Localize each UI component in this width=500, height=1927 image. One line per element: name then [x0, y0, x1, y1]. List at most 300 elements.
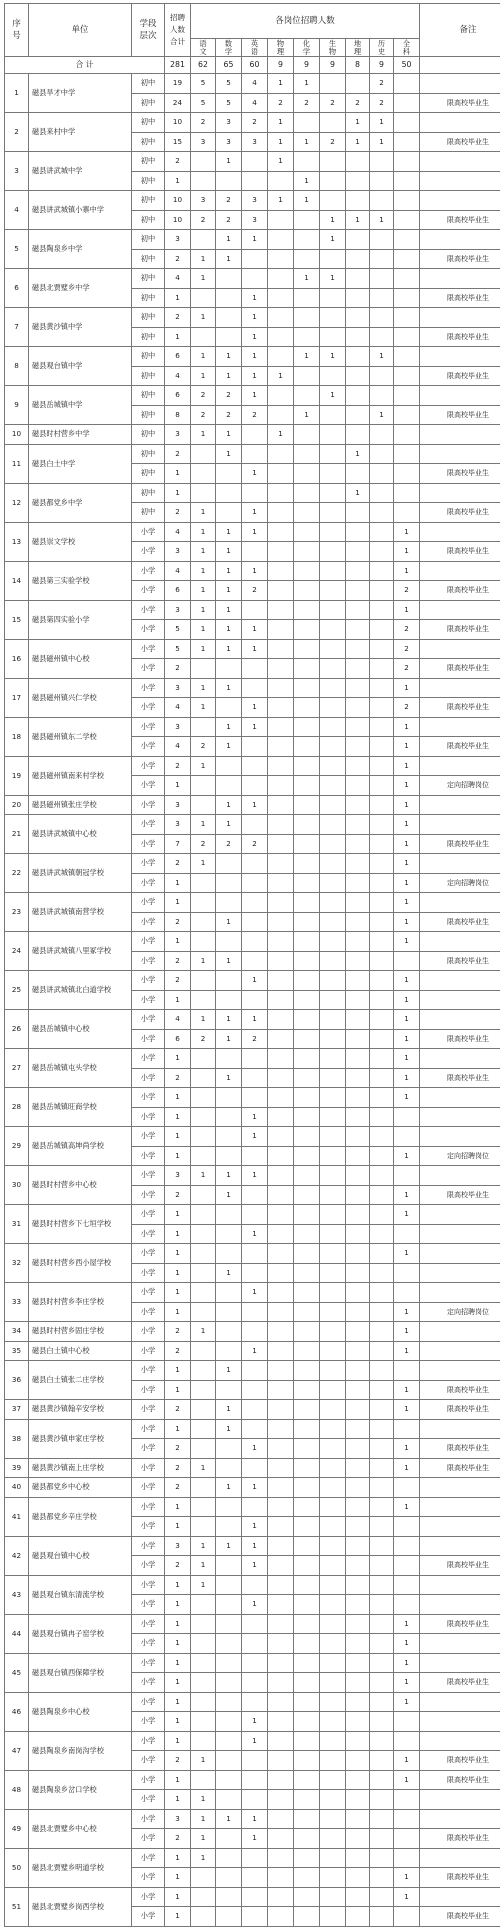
- subject-count: [268, 230, 294, 250]
- level-cell: 小学: [132, 1634, 165, 1654]
- table-row: [5, 639, 500, 659]
- subject-count: 1: [242, 1166, 268, 1186]
- subject-count: [242, 1088, 268, 1108]
- subject-count: [242, 249, 268, 269]
- subject-count: 1: [394, 1068, 420, 1088]
- subject-count: 1: [191, 639, 216, 659]
- subject-count: [320, 815, 346, 835]
- unit-number: 10: [5, 425, 29, 445]
- subject-count: [242, 600, 268, 620]
- subject-count: [191, 1712, 216, 1732]
- totals-remark: [420, 57, 500, 74]
- subject-count: [216, 1887, 242, 1907]
- table-row: [5, 1322, 500, 1342]
- subject-count: [216, 1692, 242, 1712]
- subject-count: [370, 717, 394, 737]
- subject-count: [370, 1673, 394, 1693]
- subject-count: [242, 1244, 268, 1264]
- table-row: [5, 1419, 500, 1439]
- subject-count: [216, 1751, 242, 1771]
- remark-cell: 限高校毕业生: [420, 1907, 500, 1927]
- total-cell: 1: [165, 1127, 191, 1147]
- total-cell: 1: [165, 288, 191, 308]
- level-cell: 小学: [132, 1848, 165, 1868]
- subject-count: [242, 776, 268, 796]
- subject-count: [320, 990, 346, 1010]
- table-row: [5, 678, 500, 698]
- level-cell: 小学: [132, 620, 165, 640]
- subject-count: [268, 1809, 294, 1829]
- subject-count: [370, 1010, 394, 1030]
- subject-count: [320, 1127, 346, 1147]
- total-cell: 4: [165, 366, 191, 386]
- total-cell: 2: [165, 1556, 191, 1576]
- subject-count: [268, 1439, 294, 1459]
- subject-count: [294, 1790, 320, 1810]
- total-cell: 8: [165, 405, 191, 425]
- remark-cell: 限高校毕业生: [420, 834, 500, 854]
- subject-count: [370, 444, 394, 464]
- remark-cell: 限高校毕业生: [420, 1439, 500, 1459]
- subject-count: 1: [394, 776, 420, 796]
- subject-count: [346, 1517, 370, 1537]
- subject-count: 1: [191, 620, 216, 640]
- subject-count: [346, 1731, 370, 1751]
- subject-count: [394, 1361, 420, 1381]
- subject-count: [294, 620, 320, 640]
- subject-count: [370, 1848, 394, 1868]
- unit-name: 磁县黄沙镇南上庄学校: [29, 1458, 132, 1478]
- subject-count: [370, 171, 394, 191]
- subject-count: 1: [191, 269, 216, 289]
- subject-count: [191, 1341, 216, 1361]
- remark-cell: 限高校毕业生: [420, 1068, 500, 1088]
- total-cell: 4: [165, 737, 191, 757]
- subject-count: [294, 230, 320, 250]
- subject-count: [294, 893, 320, 913]
- header-subject-group: 各岗位招聘人数: [191, 4, 420, 39]
- subject-count: 1: [242, 1224, 268, 1244]
- subject-count: [346, 1244, 370, 1264]
- subject-count: 1: [394, 600, 420, 620]
- subject-count: 1: [394, 1497, 420, 1517]
- subject-count: [191, 1497, 216, 1517]
- subject-count: [294, 1556, 320, 1576]
- subject-count: [394, 269, 420, 289]
- remark-cell: [420, 1575, 500, 1595]
- subject-count: 1: [242, 1127, 268, 1147]
- subject-count: [268, 308, 294, 328]
- subject-count: 1: [394, 834, 420, 854]
- subject-count: [294, 815, 320, 835]
- subject-count: [370, 1049, 394, 1069]
- subject-header: 地 理: [346, 39, 370, 57]
- unit-name: 磁县黄沙镇申家庄学校: [29, 1419, 132, 1458]
- subject-count: [320, 776, 346, 796]
- unit-number: 33: [5, 1283, 29, 1322]
- subject-count: [346, 873, 370, 893]
- subject-count: [320, 483, 346, 503]
- subject-count: [191, 1478, 216, 1498]
- subject-count: [370, 1107, 394, 1127]
- subject-count: 1: [320, 230, 346, 250]
- level-cell: 小学: [132, 1205, 165, 1225]
- subject-count: [216, 1556, 242, 1576]
- subject-count: [320, 1302, 346, 1322]
- subject-count: [268, 1517, 294, 1537]
- subject-count: [370, 1868, 394, 1888]
- subject-count: 1: [216, 1809, 242, 1829]
- subject-count: [394, 1536, 420, 1556]
- subject-count: 1: [242, 1107, 268, 1127]
- subject-count: [320, 1556, 346, 1576]
- subject-count: [346, 1049, 370, 1069]
- subject-count: [191, 327, 216, 347]
- subject-count: [370, 308, 394, 328]
- subject-count: [294, 1302, 320, 1322]
- total-cell: 3: [165, 1536, 191, 1556]
- total-cell: 1: [165, 327, 191, 347]
- subject-count: 1: [216, 678, 242, 698]
- subject-count: [320, 893, 346, 913]
- table-row: [5, 1497, 500, 1517]
- subject-count: 1: [191, 1751, 216, 1771]
- remark-cell: [420, 425, 500, 445]
- subject-count: 4: [242, 74, 268, 94]
- level-cell: 初中: [132, 444, 165, 464]
- subject-count: [346, 386, 370, 406]
- total-cell: 1: [165, 1692, 191, 1712]
- subject-count: [294, 1673, 320, 1693]
- subject-count: [294, 1439, 320, 1459]
- level-cell: 小学: [132, 1595, 165, 1615]
- unit-number: 31: [5, 1205, 29, 1244]
- subject-count: 1: [216, 366, 242, 386]
- total-cell: 2: [165, 1185, 191, 1205]
- subject-count: 1: [242, 1341, 268, 1361]
- unit-name: 磁县都党乡中学: [29, 483, 132, 522]
- unit-number: 34: [5, 1322, 29, 1342]
- table-row: [5, 425, 500, 445]
- level-cell: 小学: [132, 1809, 165, 1829]
- subject-count: [346, 1497, 370, 1517]
- subject-count: 1: [268, 425, 294, 445]
- subject-count: [216, 1517, 242, 1537]
- subject-count: [394, 366, 420, 386]
- subject-count: [346, 1107, 370, 1127]
- subject-count: [320, 503, 346, 523]
- subject-count: [394, 327, 420, 347]
- subject-count: [216, 893, 242, 913]
- subject-count: [242, 1848, 268, 1868]
- subject-count: [294, 1634, 320, 1654]
- subject-count: [294, 678, 320, 698]
- unit-number: 21: [5, 815, 29, 854]
- remark-cell: [420, 1848, 500, 1868]
- subject-count: [268, 1400, 294, 1420]
- totals-cell: 9: [268, 57, 294, 74]
- table-row: [5, 1088, 500, 1108]
- subject-count: [268, 1010, 294, 1030]
- subject-count: [320, 1517, 346, 1537]
- subject-count: [268, 522, 294, 542]
- remark-cell: [420, 893, 500, 913]
- subject-count: 1: [191, 561, 216, 581]
- subject-count: [268, 1751, 294, 1771]
- subject-count: [268, 269, 294, 289]
- unit-name: 磁县讲武城镇小寨中学: [29, 191, 132, 230]
- subject-count: [394, 74, 420, 94]
- remark-cell: 限高校毕业生: [420, 249, 500, 269]
- level-cell: 初中: [132, 503, 165, 523]
- unit-number: 5: [5, 230, 29, 269]
- subject-count: [370, 464, 394, 484]
- subject-count: [216, 288, 242, 308]
- subject-count: [346, 1634, 370, 1654]
- subject-count: [191, 483, 216, 503]
- subject-count: [294, 1809, 320, 1829]
- subject-count: [346, 1380, 370, 1400]
- level-cell: 小学: [132, 1829, 165, 1849]
- level-cell: 小学: [132, 1478, 165, 1498]
- subject-count: [346, 1556, 370, 1576]
- subject-count: [216, 1907, 242, 1927]
- subject-count: 1: [394, 1458, 420, 1478]
- subject-count: [394, 1517, 420, 1537]
- subject-count: [346, 191, 370, 211]
- subject-count: [394, 1907, 420, 1927]
- totals-cell: 50: [394, 57, 420, 74]
- subject-count: [320, 659, 346, 679]
- subject-count: [394, 464, 420, 484]
- table-row: [5, 854, 500, 874]
- subject-count: [320, 561, 346, 581]
- subject-count: [346, 366, 370, 386]
- subject-count: 2: [320, 93, 346, 113]
- total-cell: 3: [165, 600, 191, 620]
- subject-count: 1: [191, 1809, 216, 1829]
- level-cell: 初中: [132, 327, 165, 347]
- remark-cell: [420, 1595, 500, 1615]
- subject-count: [216, 1439, 242, 1459]
- subject-count: [242, 1146, 268, 1166]
- total-cell: 1: [165, 1283, 191, 1303]
- subject-count: [394, 152, 420, 172]
- remark-cell: [420, 230, 500, 250]
- total-cell: 1: [165, 1361, 191, 1381]
- subject-count: [370, 1283, 394, 1303]
- subject-count: [294, 776, 320, 796]
- subject-count: [242, 1205, 268, 1225]
- table-row: [5, 1692, 500, 1712]
- subject-count: [394, 1419, 420, 1439]
- subject-count: [294, 1068, 320, 1088]
- subject-count: [242, 1907, 268, 1927]
- subject-count: [268, 1673, 294, 1693]
- subject-count: [370, 659, 394, 679]
- subject-count: [370, 386, 394, 406]
- subject-count: 3: [242, 132, 268, 152]
- unit-name: 磁县磁州镇兴仁学校: [29, 678, 132, 717]
- subject-count: 1: [191, 1848, 216, 1868]
- level-cell: 小学: [132, 893, 165, 913]
- subject-count: [370, 1380, 394, 1400]
- subject-count: 1: [242, 620, 268, 640]
- subject-count: [216, 269, 242, 289]
- subject-count: [370, 1595, 394, 1615]
- subject-count: [216, 1224, 242, 1244]
- subject-count: [216, 1127, 242, 1147]
- subject-count: 1: [268, 366, 294, 386]
- subject-count: 1: [242, 795, 268, 815]
- level-cell: 小学: [132, 1107, 165, 1127]
- level-cell: 小学: [132, 990, 165, 1010]
- table-row: [5, 1049, 500, 1069]
- total-cell: 4: [165, 1010, 191, 1030]
- subject-count: [320, 249, 346, 269]
- total-cell: 1: [165, 1712, 191, 1732]
- subject-count: 1: [370, 405, 394, 425]
- unit-number: 6: [5, 269, 29, 308]
- total-cell: 1: [165, 1653, 191, 1673]
- subject-count: [346, 561, 370, 581]
- level-cell: 小学: [132, 678, 165, 698]
- table-row: [5, 347, 500, 367]
- remark-cell: 限高校毕业生: [420, 1673, 500, 1693]
- remark-cell: [420, 678, 500, 698]
- subject-count: 1: [394, 1439, 420, 1459]
- level-cell: 小学: [132, 1868, 165, 1888]
- remark-cell: 限高校毕业生: [420, 912, 500, 932]
- level-cell: 小学: [132, 1673, 165, 1693]
- subject-count: [216, 1575, 242, 1595]
- subject-count: 1: [320, 347, 346, 367]
- subject-count: [370, 1887, 394, 1907]
- unit-name: 磁县磁州镇张庄学校: [29, 795, 132, 815]
- unit-name: 磁县时村营乡西小屋学校: [29, 1244, 132, 1283]
- subject-count: [346, 990, 370, 1010]
- subject-count: [216, 483, 242, 503]
- remark-cell: [420, 1634, 500, 1654]
- subject-count: 1: [394, 756, 420, 776]
- subject-count: [346, 1575, 370, 1595]
- remark-cell: [420, 971, 500, 991]
- subject-count: [346, 1673, 370, 1693]
- subject-count: [320, 1887, 346, 1907]
- subject-count: [268, 854, 294, 874]
- subject-count: [394, 1263, 420, 1283]
- subject-count: [320, 834, 346, 854]
- subject-count: [370, 873, 394, 893]
- table-row: [5, 1010, 500, 1030]
- remark-cell: 定向招聘岗位: [420, 1302, 500, 1322]
- subject-count: [320, 932, 346, 952]
- remark-cell: [420, 639, 500, 659]
- total-cell: 3: [165, 678, 191, 698]
- total-cell: 1: [165, 1146, 191, 1166]
- remark-cell: 限高校毕业生: [420, 464, 500, 484]
- subject-count: [346, 464, 370, 484]
- subject-count: 1: [394, 522, 420, 542]
- subject-count: 1: [216, 542, 242, 562]
- subject-count: [242, 951, 268, 971]
- subject-count: 1: [242, 1731, 268, 1751]
- subject-count: [242, 483, 268, 503]
- subject-header: 化 学: [294, 39, 320, 57]
- subject-count: 1: [394, 815, 420, 835]
- subject-count: [320, 1224, 346, 1244]
- subject-count: [346, 581, 370, 601]
- subject-count: [294, 756, 320, 776]
- subject-count: [242, 1887, 268, 1907]
- table-row: [5, 971, 500, 991]
- level-cell: 小学: [132, 1751, 165, 1771]
- subject-count: [242, 756, 268, 776]
- unit-number: 38: [5, 1419, 29, 1458]
- header-remark: 备注: [420, 4, 500, 57]
- subject-count: [370, 1205, 394, 1225]
- remark-cell: [420, 756, 500, 776]
- unit-number: 9: [5, 386, 29, 425]
- level-cell: 小学: [132, 1283, 165, 1303]
- subject-count: [370, 1185, 394, 1205]
- subject-count: 1: [216, 561, 242, 581]
- totals-cell: 9: [370, 57, 394, 74]
- subject-count: [370, 288, 394, 308]
- subject-count: [346, 1361, 370, 1381]
- subject-count: [346, 1595, 370, 1615]
- subject-count: [346, 1712, 370, 1732]
- subject-count: [268, 1107, 294, 1127]
- subject-count: 1: [191, 756, 216, 776]
- level-cell: 初中: [132, 210, 165, 230]
- subject-count: [268, 483, 294, 503]
- subject-count: [370, 483, 394, 503]
- total-cell: 6: [165, 347, 191, 367]
- table-row: [5, 1536, 500, 1556]
- subject-count: [294, 1166, 320, 1186]
- subject-count: [370, 951, 394, 971]
- subject-count: [268, 327, 294, 347]
- subject-count: [191, 795, 216, 815]
- total-cell: 2: [165, 1751, 191, 1771]
- subject-count: 1: [394, 1751, 420, 1771]
- subject-count: [294, 737, 320, 757]
- level-cell: 初中: [132, 269, 165, 289]
- level-cell: 小学: [132, 1127, 165, 1147]
- header-level: 学段 层次: [132, 4, 165, 57]
- subject-count: [268, 444, 294, 464]
- subject-count: [320, 288, 346, 308]
- subject-count: [294, 1653, 320, 1673]
- unit-number: 32: [5, 1244, 29, 1283]
- subject-count: 1: [216, 522, 242, 542]
- remark-cell: [420, 522, 500, 542]
- subject-count: [370, 1400, 394, 1420]
- subject-count: [394, 1107, 420, 1127]
- subject-count: [394, 1712, 420, 1732]
- subject-count: 1: [191, 1536, 216, 1556]
- unit-number: 47: [5, 1731, 29, 1770]
- subject-count: [294, 717, 320, 737]
- subject-count: [242, 893, 268, 913]
- subject-count: [320, 1536, 346, 1556]
- subject-count: [370, 1556, 394, 1576]
- subject-count: 1: [394, 1244, 420, 1264]
- subject-count: [216, 1049, 242, 1069]
- subject-count: [216, 1848, 242, 1868]
- level-cell: 小学: [132, 1244, 165, 1264]
